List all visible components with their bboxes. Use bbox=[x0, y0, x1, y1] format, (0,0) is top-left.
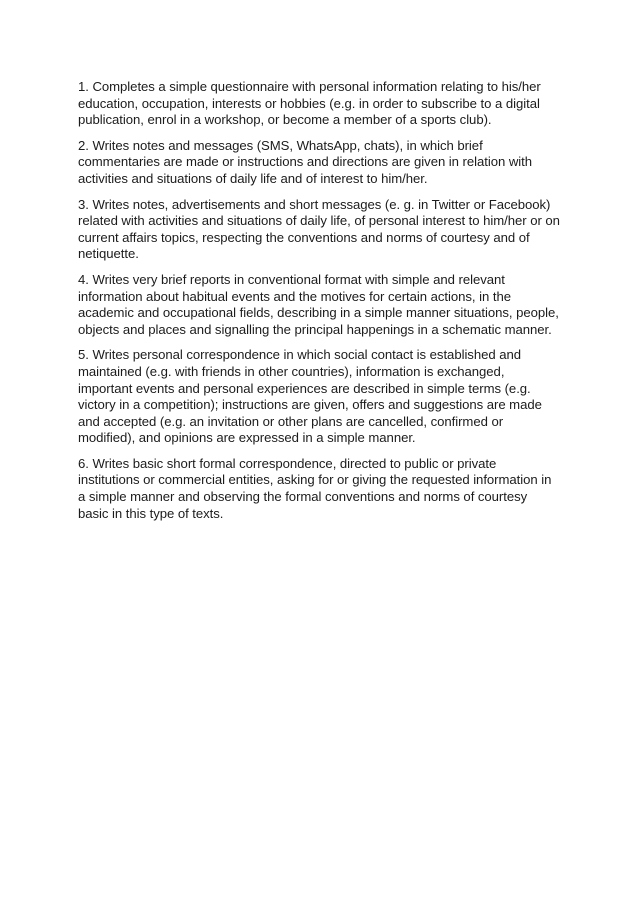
document-body bbox=[78, 79, 560, 531]
paragraph-1: 1. Completes a simple questionnaire with personal information relating to his/her education, occupation, interests or hobbies (e.g. in order to subscribe to a digital publication, enrol in a workshop, or become a member of a sports club). bbox=[78, 79, 541, 128]
paragraph-5: 5. Writes personal correspondence in which social contact is established and maintained (e.g. with friends in other countries), information is exchanged, important events and personal experiences are described in simple terms (e.g. victory in a competition); instructions are given, offers and suggestions are made and accepted (e.g. an invitation or other plans are cancelled, confirmed or modified), and opinions are expressed in a simple manner. bbox=[78, 347, 542, 446]
paragraph-6: 6. Writes basic short formal correspondence, directed to public or private institutions or commercial entities, asking for or giving the requested information in a simple manner and observing the formal conventions and norms of courtesy basic in this type of texts. bbox=[78, 455, 552, 521]
paragraph-2: 2. Writes notes and messages (SMS, WhatsApp, chats), in which brief commentaries are made or instructions and directions are given in relation with activities and situations of daily life and of interest to him/her. bbox=[78, 137, 533, 186]
paragraph-4: 4. Writes very brief reports in conventional format with simple and relevant information about habitual events and the motives for certain actions, in the academic and occupational fields, describing in a simple manner situations, people, objects and places and signalling the principal happenings in a schematic manner. bbox=[78, 271, 559, 337]
paragraph-3: 3. Writes notes, advertisements and short messages (e. g. in Twitter or Facebook) related with activities and situations of daily life, of personal interest to him/her or on current affairs topics, respecting the conventions and norms of courtesy and of netiquette. bbox=[78, 196, 560, 262]
